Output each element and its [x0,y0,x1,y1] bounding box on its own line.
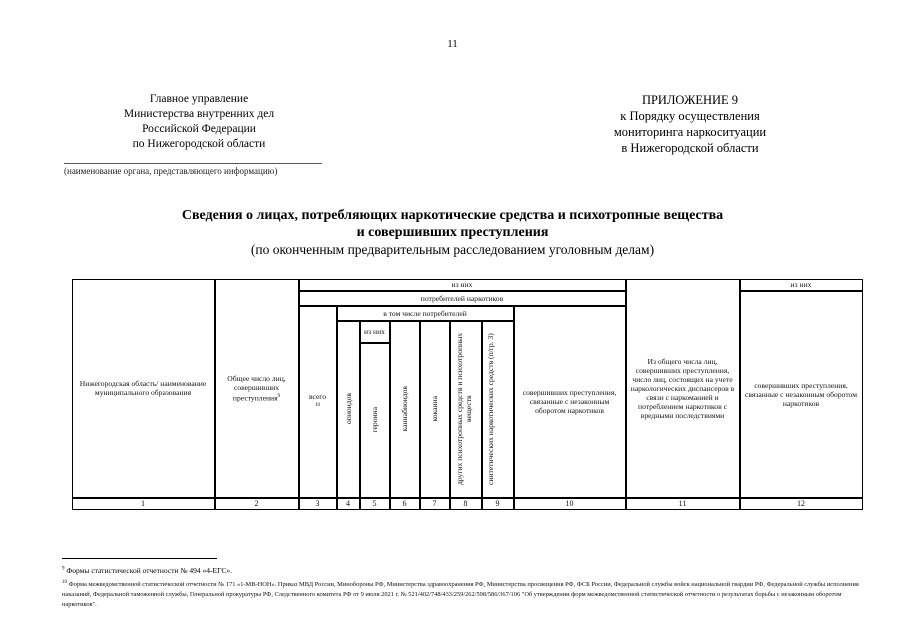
footnote-9 [62,566,232,575]
appendix-line: к Порядку осуществления [620,109,760,123]
col-other-psychotropic [450,321,482,498]
col-number: 11 [626,498,740,510]
authority-line: Главное управление [149,93,249,105]
col-total-crimes-label: Общее число лиц, совершивших преступления [227,373,286,403]
footnote-ref-9: 9 [277,393,281,399]
reporting-authority [70,92,328,152]
col-total-crimes [215,279,299,498]
header-potrebiteley: потребителей наркотиков [299,291,626,306]
col-opioids [337,321,360,498]
col-number: 12 [740,498,863,510]
col-number: 10 [514,498,626,510]
col-trafficking-crimes-registered: совершивших преступления, связанные с незаконным оборотом наркотиков [740,291,863,498]
col-heroin-label: героина [370,407,379,433]
col-total [299,306,337,498]
col-other-psychotropic-label: других психотропных средств и психотропных веществ [454,332,473,486]
col-cocaine [420,321,450,498]
col-number: 1 [72,498,215,510]
footnote-text: Формы статистической отчетности № 494 «4-ЕГС». [66,566,232,575]
col-number: 8 [450,498,482,510]
appendix-line: мониторинга наркоситуации [613,125,767,139]
col-cocaine-label: кокаина [430,396,439,422]
appendix-header [580,92,800,156]
appendix-line: в Нижегородской области [621,141,759,155]
page-number: 11 [447,38,458,50]
col-number: 7 [420,498,450,510]
col-number: 4 [337,498,360,510]
footnote-text: Форма межведомственной статистической отчетности № 171 «1-МВ-НОН». Приказ МВД России, Минобороны РФ, Министерства здравоохранения РФ, Министерства просвещения РФ, ФСБ России, Федеральной службы войск национальной гвардии РФ, Федеральной службы исполнения наказаний, Федеральной таможенной службы, Генеральной прокуратуры РФ, Следственного комитета РФ от 9 июля 2021 г. № 521/402/748/433/259/262/598/586/367/106 "Об утверждении форм межведомственной статистической отчетности о результатах борьбы с незаконным оборотом наркотиков". [62,581,859,609]
appendix-line: ПРИЛОЖЕНИЕ 9 [641,93,739,107]
document-subtitle: (по оконченным предварительным расследованием уголовным делам) [250,242,655,257]
col-heroin [360,343,390,498]
col-number: 5 [360,498,390,510]
authority-line: Министерства внутренних дел [123,108,275,120]
header-v-tom-chisle: в том числе потребителей [337,306,514,321]
col-number: 9 [482,498,514,510]
col-number: 2 [215,498,299,510]
col-trafficking-crimes: совершивших преступления, связанные с незаконным оборотом наркотиков [514,306,626,498]
col-synthetic [482,321,514,498]
col-cannabinoids-label: каннабиоидов [400,386,409,432]
col-region: Нижегородская область/ наименование муниципального образования [72,279,215,498]
footnote-mark: 10 [62,580,67,585]
authority-line: по Нижегородской области [132,138,266,150]
col-registered: Из общего числа лиц, совершивших преступления, число лиц, состоящих на учете наркологических диспансеров в связи с наркоманией и потреблением наркотиков с вредными последствиями [626,279,740,498]
title-line-2: и совершивших преступления [356,225,549,240]
authority-caption: (наименование органа, представляющего информацию) [64,166,278,176]
col-number: 6 [390,498,420,510]
col-opioids-label: опиоидов [343,393,353,425]
authority-underline [64,163,322,164]
title-line-1: Сведения о лицах, потребляющих наркотические средства и психотропные вещества [181,208,724,223]
col-total-label: всего [308,391,327,401]
col-synthetic-label: синтетических наркотических средств (п/гр. 3) [485,333,495,485]
footnote-mark: 9 [62,566,65,572]
header-iz-nih-left: из них [299,279,626,291]
authority-line: Российской Федерации [142,123,256,135]
footnote-10 [62,578,872,610]
col-cannabinoids [390,321,420,498]
footnote-ref-10: 10 [314,402,320,408]
col-number: 3 [299,498,337,510]
header-iz-nih-small: из них [360,321,390,343]
header-iz-nih-right: из них [740,279,863,291]
document-title [60,207,845,241]
footnote-separator [62,558,217,559]
